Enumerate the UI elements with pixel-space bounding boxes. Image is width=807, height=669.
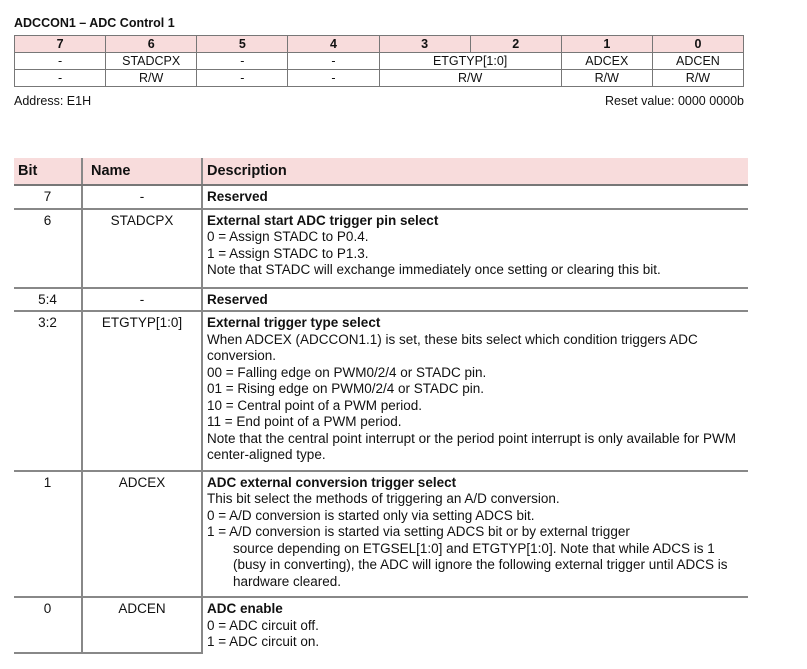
table-row	[14, 597, 748, 653]
row-title: Reserved	[207, 189, 268, 204]
row-line: 0 = ADC circuit off.	[207, 617, 319, 633]
row-bit: 6	[14, 209, 82, 288]
row-bit: 1	[14, 471, 82, 598]
description-header-row	[14, 158, 748, 185]
header-name: Name	[82, 158, 202, 185]
row-bit: 7	[14, 185, 82, 209]
row-line: 00 = Falling edge on PWM0/2/4 or STADC pin.	[207, 364, 487, 380]
bit-access: R/W	[561, 70, 652, 87]
table-row	[14, 311, 748, 471]
row-description	[202, 311, 748, 471]
row-bit: 3:2	[14, 311, 82, 471]
row-description	[202, 471, 748, 598]
bit-access: -	[288, 70, 379, 87]
row-line: 0 = A/D conversion is started only via setting ADCS bit.	[207, 507, 535, 523]
row-title: Reserved	[207, 291, 268, 307]
row-name: STADCPX	[82, 209, 202, 288]
bit-number: 3	[379, 36, 470, 53]
table-row	[14, 471, 748, 598]
bit-name: ETGTYP[1:0]	[379, 53, 561, 70]
row-title: External start ADC trigger pin select	[207, 212, 439, 228]
row-line: This bit select the methods of triggering an A/D conversion.	[207, 491, 560, 506]
row-title: ADC enable	[207, 601, 283, 616]
row-name: -	[82, 288, 202, 312]
row-line: 01 = Rising edge on PWM0/2/4 or STADC pin.	[207, 381, 485, 396]
register-reset-value: Reset value: 0000 0000b	[605, 94, 744, 108]
row-description	[202, 597, 748, 653]
bit-access: R/W	[106, 70, 197, 87]
bit-number: 6	[106, 36, 197, 53]
register-title: ADCCON1 – ADC Control 1	[14, 16, 175, 30]
row-line: 1 = ADC circuit on.	[207, 634, 320, 649]
bit-number-row	[15, 36, 744, 53]
row-line: When ADCEX (ADCCON1.1) is set, these bits select which condition triggers ADC conversion.	[207, 331, 698, 363]
header-description: Description	[202, 158, 748, 185]
row-line: 0 = Assign STADC to P0.4.	[207, 229, 369, 244]
table-row	[14, 185, 748, 209]
header-bit: Bit	[14, 158, 82, 185]
bit-access: -	[15, 70, 106, 87]
bit-name: -	[197, 53, 288, 70]
row-line: 1 = Assign STADC to P1.3.	[207, 245, 369, 261]
bit-name-row	[15, 53, 744, 70]
table-row	[14, 288, 748, 312]
row-title: External trigger type select	[207, 315, 381, 330]
bit-access: R/W	[379, 70, 561, 87]
row-line: 1 = A/D conversion is started via setting ADCS bit or by external trigger	[207, 524, 630, 539]
row-bit: 5:4	[14, 288, 82, 312]
row-title: ADC external conversion trigger select	[207, 474, 457, 490]
bit-number: 7	[15, 36, 106, 53]
bit-number: 4	[288, 36, 379, 53]
row-line: 10 = Central point of a PWM period.	[207, 397, 422, 413]
register-bit-table	[14, 35, 744, 87]
bit-name: ADCEN	[652, 53, 743, 70]
row-line: 11 = End point of a PWM period.	[207, 414, 402, 429]
bit-description-table	[14, 158, 748, 654]
row-line: Note that the central point interrupt or the period point interrupt is only available for PWM center-aligned type.	[207, 430, 737, 462]
row-name: ADCEX	[82, 471, 202, 598]
row-description	[202, 209, 748, 288]
row-name: -	[82, 185, 202, 209]
row-bit: 0	[14, 597, 82, 653]
bit-access-row	[15, 70, 744, 87]
row-line: Note that STADC will exchange immediately once setting or clearing this bit.	[207, 262, 661, 277]
row-name: ADCEN	[82, 597, 202, 653]
bit-access: -	[197, 70, 288, 87]
bit-number: 1	[561, 36, 652, 53]
table-row	[14, 209, 748, 288]
bit-name: ADCEX	[561, 53, 652, 70]
bit-access: R/W	[652, 70, 743, 87]
bit-name: -	[15, 53, 106, 70]
bit-number: 0	[652, 36, 743, 53]
row-line-continuation: source depending on ETGSEL[1:0] and ETGTYP[1:0]. Note that while ADCS is 1 (busy in converting), the ADC will ignore the following external trigger until ADCS is hardware cleared.	[233, 540, 728, 589]
bit-name: -	[288, 53, 379, 70]
bit-number: 2	[470, 36, 561, 53]
row-name: ETGTYP[1:0]	[82, 311, 202, 471]
bit-number: 5	[197, 36, 288, 53]
row-description	[202, 288, 748, 312]
bit-name: STADCPX	[106, 53, 197, 70]
register-address: Address: E1H	[14, 94, 92, 108]
row-description	[202, 185, 748, 209]
